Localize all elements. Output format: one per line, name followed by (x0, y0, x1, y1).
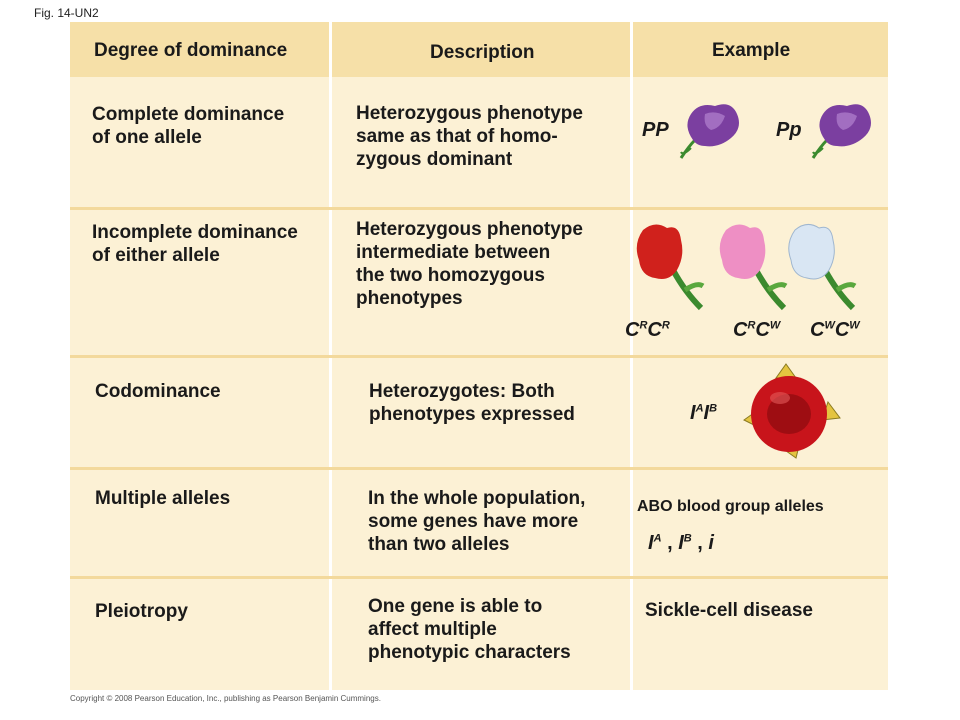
abo-title: ABO blood group alleles (637, 498, 824, 515)
genotype-Pp: Pp (776, 119, 802, 141)
row-divider (70, 576, 888, 579)
dominance-table (70, 22, 888, 690)
degree-codominance: Codominance (95, 381, 221, 402)
description-pleiotropy: One gene is able to affect multiple phenotypic characters (368, 596, 571, 663)
description-incomplete: Heterozygous phenotype intermediate between the two homozygous phenotypes (356, 219, 583, 309)
figure-label: Fig. 14-UN2 (34, 6, 99, 20)
genotype-IAIB: $I^AI^B$ (690, 402, 718, 424)
row-divider (70, 207, 888, 210)
degree-multiple: Multiple alleles (95, 488, 231, 509)
white-snapdragon-icon (775, 220, 865, 312)
degree-complete: Complete dominance of one allele (92, 104, 285, 148)
header-example: Example (712, 40, 791, 61)
red-blood-cell-icon (736, 362, 846, 462)
genotype-CWCW: $C^WC^W$ (810, 319, 860, 341)
degree-pleiotropy: Pleiotropy (95, 601, 188, 622)
genotype-PP: PP (642, 119, 669, 141)
row-divider (70, 355, 888, 358)
row-divider (70, 467, 888, 470)
description-multiple: In the whole population, some genes have more than two alleles (368, 488, 586, 555)
red-snapdragon-icon (623, 220, 713, 312)
purple-flower-icon (675, 96, 745, 166)
purple-flower-icon (807, 96, 877, 166)
genotype-CRCR: $C^RC^R$ (625, 319, 670, 341)
copyright-notice: Copyright © 2008 Pearson Education, Inc., publishing as Pearson Benjamin Cummings. (70, 694, 381, 703)
header-description: Description (430, 42, 535, 63)
header-degree: Degree of dominance (94, 40, 288, 61)
description-codominance: Heterozygotes: Both phenotypes expressed (369, 381, 575, 425)
genotype-CRCW: $C^RC^W$ (733, 319, 781, 341)
sickle-cell-example: Sickle-cell disease (645, 600, 813, 621)
description-complete: Heterozygous phenotype same as that of homo- zygous dominant (356, 103, 583, 170)
degree-incomplete: Incomplete dominance of either allele (92, 222, 298, 266)
abo-alleles: $I^A$ , $I^B$ , i (648, 532, 714, 554)
